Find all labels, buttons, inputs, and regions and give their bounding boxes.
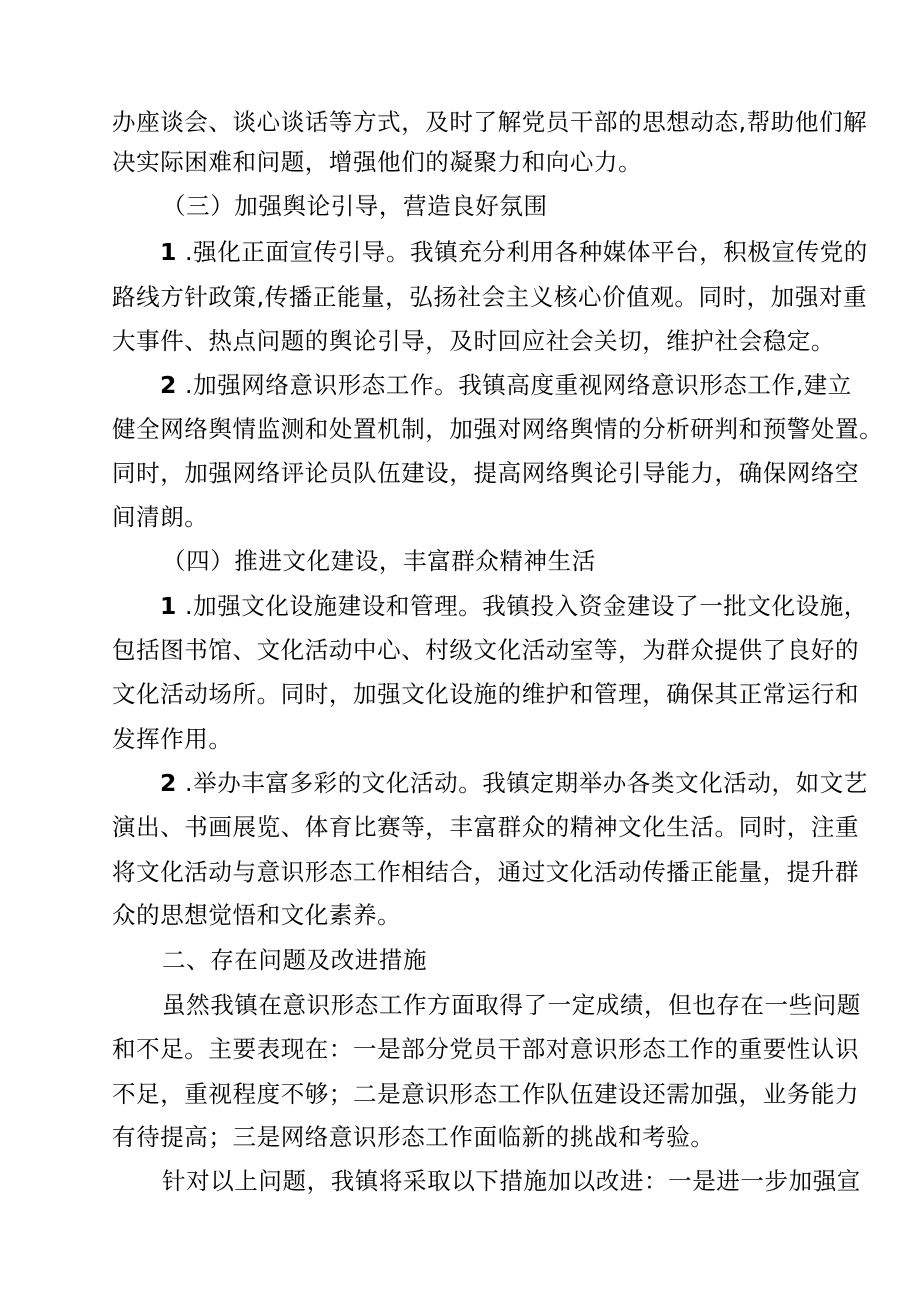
paragraph-line: 虽然我镇在意识形态工作方面取得了一定成绩，但也存在一些问题 xyxy=(162,991,861,1019)
item-number: 1 xyxy=(160,592,177,620)
paragraph-line: 不足，重视程度不够；二是意识形态工作队伍建设还需加强，业务能力 xyxy=(112,1080,860,1108)
section-heading-4: （四）推进文化建设，丰富群众精神生活 xyxy=(162,547,596,575)
paragraph-line: 针对以上问题，我镇将采取以下措施加以改进：一是进一步加强宣 xyxy=(162,1167,861,1195)
section-heading-3: （三）加强舆论引导，营造良好氛围 xyxy=(162,192,548,220)
section-heading-2: 二、存在问题及改进措施 xyxy=(162,946,428,974)
paragraph-line: 发挥作用。 xyxy=(112,725,233,753)
item-text: .加强文化设施建设和管理。我镇投入资金建设了一批文化设施， xyxy=(185,592,868,620)
item-text: .加强网络意识形态工作。我镇高度重视网络意识形态工作,建立 xyxy=(185,371,852,399)
item-text: .强化正面宣传引导。我镇充分利用各种媒体平台，积极宣传党的 xyxy=(185,238,868,266)
paragraph-line: 路线方针政策,传播正能量，弘扬社会主义核心价值观。同时，加强对重 xyxy=(112,283,868,311)
paragraph-line: 大事件、热点问题的舆论引导，及时回应社会关切，维护社会稳定。 xyxy=(112,327,835,355)
item-row xyxy=(160,763,868,803)
paragraph-line: 健全网络舆情监测和处置机制，加强对网络舆情的分析研判和预警处置。 xyxy=(112,415,884,443)
paragraph-line: 众的思想觉悟和文化素养。 xyxy=(112,901,402,929)
item-text: .举办丰富多彩的文化活动。我镇定期举办各类文化活动，如文艺 xyxy=(185,769,868,797)
paragraph-line: 决实际困难和问题，增强他们的凝聚力和向心力。 xyxy=(112,148,643,176)
paragraph-line: 同时，加强网络评论员队伍建设，提高网络舆论引导能力，确保网络空 xyxy=(112,459,860,487)
paragraph-line: 有待提高；三是网络意识形态工作面临新的挑战和考验。 xyxy=(112,1123,715,1151)
paragraph-line: 办座谈会、谈心谈话等方式，及时了解党员干部的思想动态,帮助他们解 xyxy=(112,108,868,136)
item-number: 1 xyxy=(160,238,177,266)
paragraph-line: 和不足。主要表现在：一是部分党员干部对意识形态工作的重要性认识 xyxy=(112,1035,860,1063)
paragraph-line: 演出、书画展览、体育比赛等，丰富群众的精神文化生活。同时，注重 xyxy=(112,813,860,841)
item-row xyxy=(160,232,868,272)
paragraph-line: 包括图书馆、文化活动中心、村级文化活动室等，为群众提供了良好的 xyxy=(112,636,860,664)
paragraph-line: 文化活动场所。同时，加强文化设施的维护和管理，确保其正常运行和 xyxy=(112,680,860,708)
item-number: 2 xyxy=(160,769,177,797)
paragraph-line: 间清朗。 xyxy=(112,503,209,531)
item-number: 2 xyxy=(160,371,177,399)
item-row xyxy=(160,586,868,626)
item-row xyxy=(160,365,852,405)
paragraph-line: 将文化活动与意识形态工作相结合，通过文化活动传播正能量，提升群 xyxy=(112,858,860,886)
